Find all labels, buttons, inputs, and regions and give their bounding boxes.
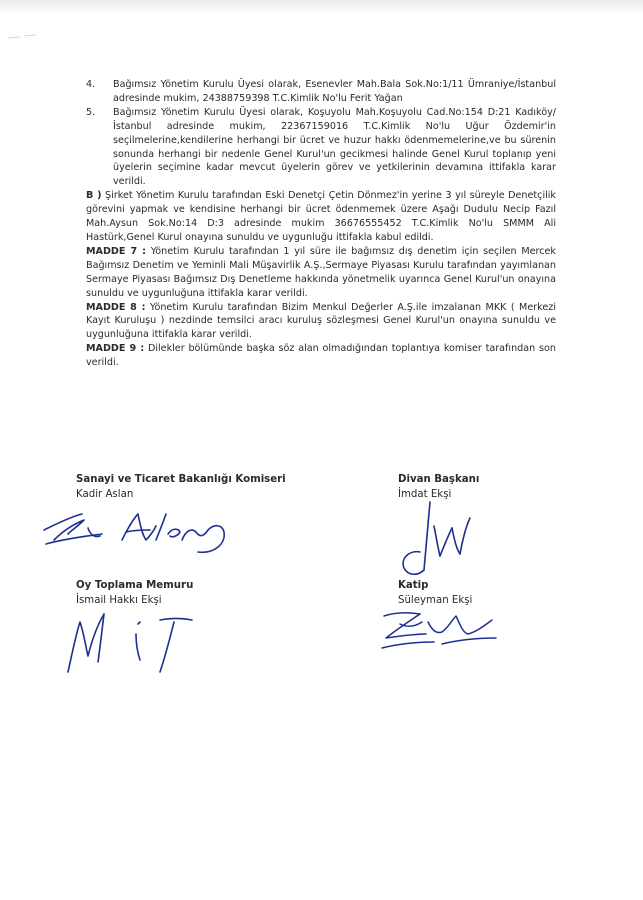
list-item-5 [86, 106, 556, 189]
madde-9-text: Dilekler bölümünde başka söz alan olmadığından toplantıya komiser tarafından son verildi. [86, 343, 556, 369]
signatory-name: Kadir Aslan [76, 489, 134, 500]
section-b-text: Şirket Yönetim Kurulu tarafından Eski Denetçi Çetin Dönmez'in yerine 3 yıl süreyle Denetçilik görevini yapmak ve kendisine herhangi bir ücret ödenmemek üzere Aşağı Dudulu Necip Fazıl Mah.Aysun Sok.No:14 D:3 adresinde mukim 36676555452 T.C.Kimlik No'lu SMMM Ali Hastürk,Genel Kurul onayına sunuldu ve uygunluğu ittifakla kabul edildi. [86, 190, 556, 243]
scan-speck [6, 30, 46, 44]
signatory-role: Sanayi ve Ticaret Bakanlığı Komiseri [76, 474, 286, 485]
list-text: Bağımsız Yönetim Kurulu Üyesi olarak, Koşuyolu Mah.Koşuyolu Cad.No:154 D:21 Kadıköy/İstanbul adresinde mukim, 22367159016 T.C.Kimlik No'lu Uğur Özdemir'in seçilmelerine,kendilerine herhangi bir ücret ve huzur hakkı ödenmemelerine,ve bu sürenin sonunda herhangi bir nedenle Genel Kurul'un gecikmesi halinde Genel Kurul toplanıp yeni üyelerin seçimine kadar mevcut üyelerin görev ve yetkilerinin devamına ittifakla karar verildi. [113, 106, 556, 188]
signatory-name: İsmail Hakkı Ekşi [76, 595, 162, 606]
section-b-paragraph [86, 189, 556, 245]
signatory-name: İmdat Ekşi [398, 489, 452, 500]
madde-8-paragraph [86, 301, 556, 343]
signatory-role: Divan Başkanı [398, 474, 480, 485]
section-b-label: B ) [86, 190, 102, 202]
commissioner-signature-block [76, 472, 286, 502]
scan-edge-shadow [0, 0, 643, 14]
madde-7-paragraph [86, 245, 556, 301]
list-number: 5. [86, 106, 96, 118]
list-text: Bağımsız Yönetim Kurulu Üyesi olarak, Esenevler Mah.Bala Sok.No:1/11 Ümraniye/İstanbul adresinde mukim, 24388759398 T.C.Kimlik No'lu Ferit Yağan [113, 79, 556, 104]
clerk-signature [372, 604, 512, 660]
chair-signature [390, 496, 480, 582]
madde-7-label: MADDE 7 : [86, 245, 146, 257]
madde-7-text: Yönetim Kurulu tarafından 1 yıl süre ile bağımsız dış denetim için seçilen Mercek Bağımsız Denetim ve Yeminli Mali Müşavirlik A.Ş.,Sermaye Piyasası Kurulu tarafından yayımlanan Sermaye Piyasası Bağımsız Dış Denetleme hakkında yönetmelik uyarınca Genel Kurul'un onayına sunuldu ve uygunluğuna ittifakla karar verildi. [86, 245, 556, 299]
madde-9-paragraph [86, 342, 556, 370]
list-item-4 [86, 78, 556, 106]
madde-9-label: MADDE 9 : [86, 343, 145, 355]
madde-8-text: Yönetim Kurulu tarafından Bizim Menkul Değerler A.Ş.ile imzalanan MKK ( Merkezi Kayıt Kuruluşu ) nezdinde temsilci aracı kuruluş sözleşmesi Genel Kurul'un onayına sunuldu ve uygunluğuna ittifakla karar verildi. [86, 301, 556, 341]
list-number: 4. [86, 79, 96, 90]
madde-8-label: MADDE 8 : [86, 301, 146, 313]
signatory-role: Katip [398, 580, 429, 591]
signatory-role: Oy Toplama Memuru [76, 580, 194, 591]
vote-officer-signature [60, 600, 220, 680]
signatory-name: Süleyman Ekşi [398, 595, 473, 606]
commissioner-signature [38, 500, 238, 562]
minutes-body [86, 78, 556, 370]
